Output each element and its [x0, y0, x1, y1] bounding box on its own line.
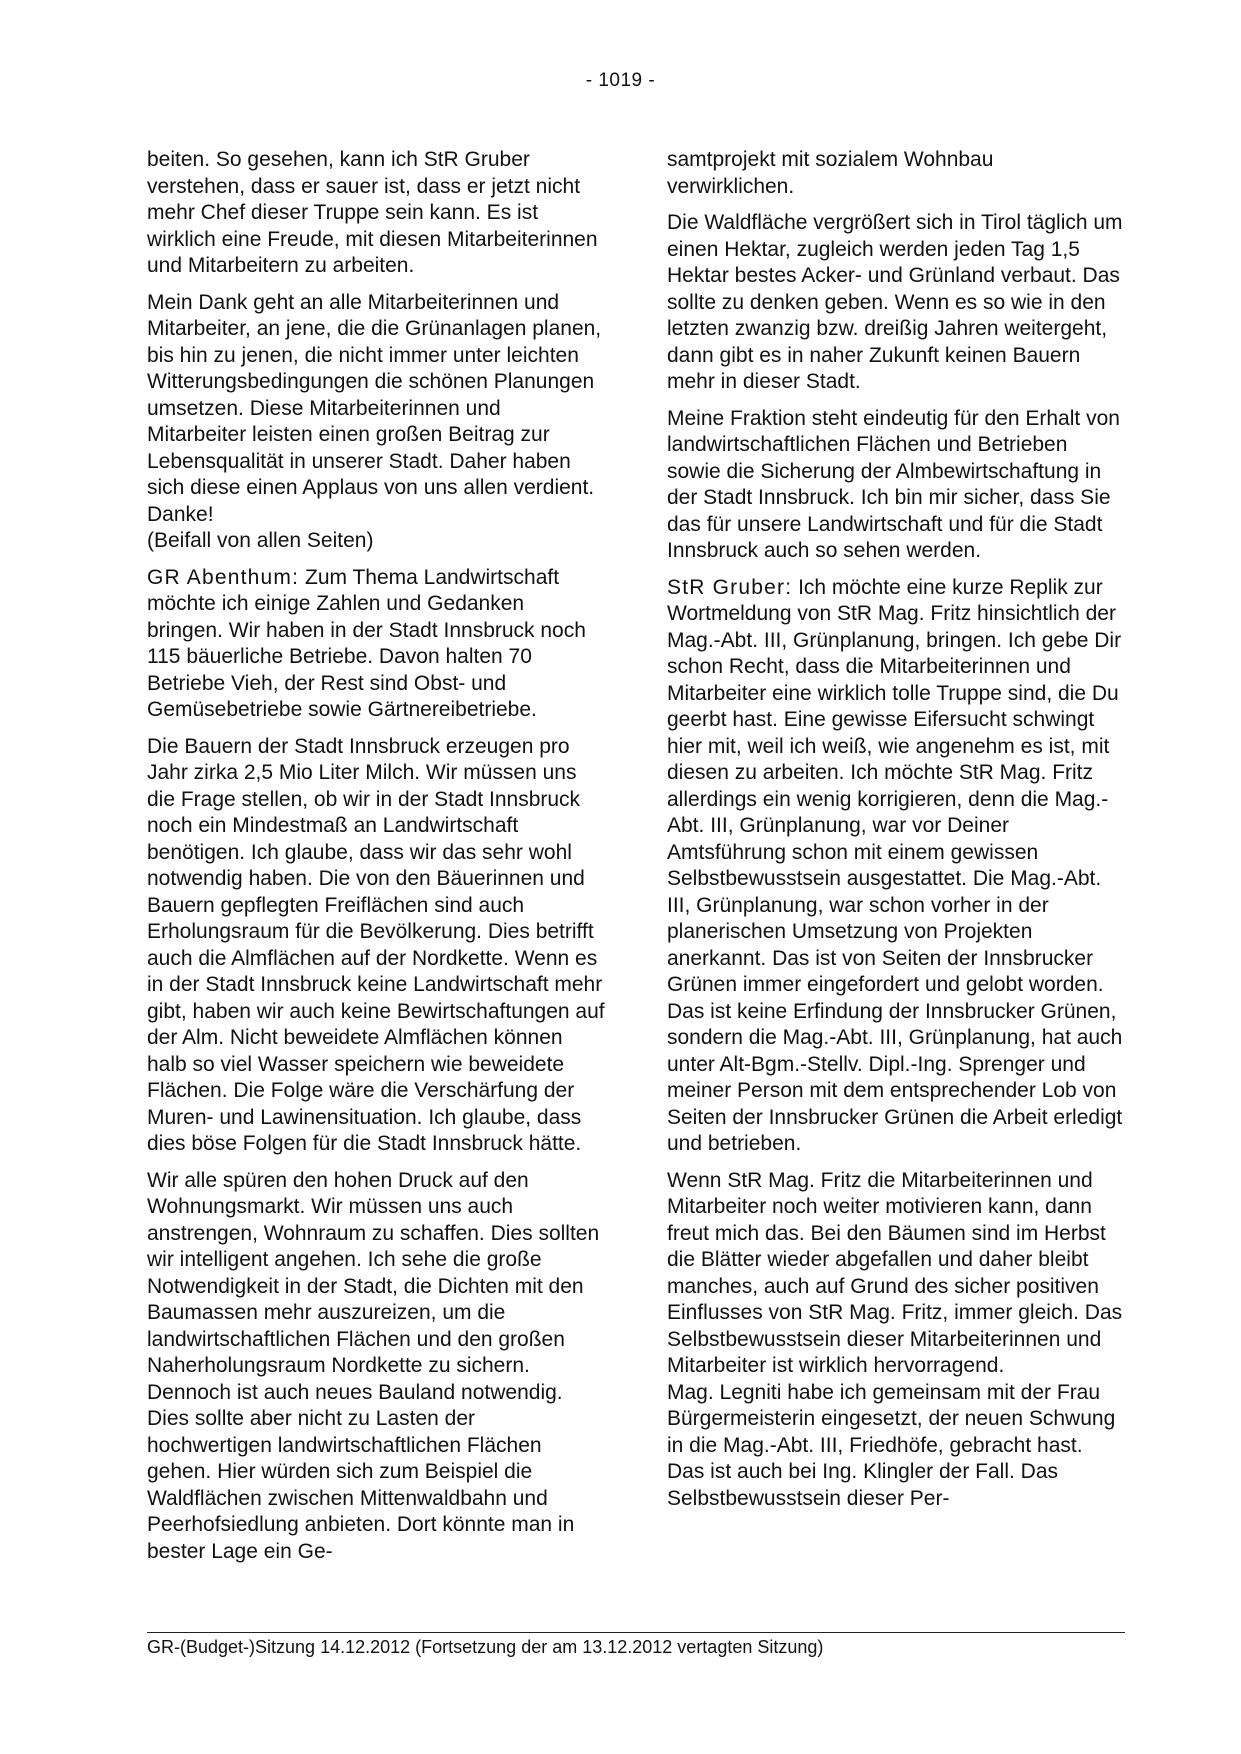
speaker-name: GR Abenthum:	[147, 565, 300, 589]
footer-session-info: GR-(Budget-)Sitzung 14.12.2012 (Fortsetzung der am 13.12.2012 vertagten Sitzung)	[147, 1637, 824, 1657]
paragraph: samtprojekt mit sozialem Wohnbau verwirklichen.	[667, 148, 994, 198]
paragraph-text: Wenn StR Mag. Fritz die Mitarbeiterinnen und Mitarbeiter noch weiter motivieren kann, dann freut mich das. Bei den Bäumen sind im Herbst die Blätter wieder abgefallen und daher bleibt manches, auch auf Grund des sicher positiven Einflusses von StR Mag. Fritz, immer gleich. Das Selbstbewusstsein dieser Mitarbeiterinnen und Mitarbeiter ist wirklich hervorragend.	[667, 1168, 1123, 1377]
speaker-name: StR Gruber:	[667, 575, 793, 599]
right-column	[667, 147, 1125, 1522]
paragraph-text: Mag. Legniti habe ich gemeinsam mit der Frau Bürgermeisterin eingesetzt, der neuen Schwung in die Mag.-Abt. III, Friedhöfe, gebracht hast. Das ist auch bei Ing. Klingler der Fall. Das Selbstbewusstsein dieser Per-	[667, 1380, 1116, 1510]
paragraph: beiten. So gesehen, kann ich StR Gruber verstehen, dass er sauer ist, dass er jetzt nicht mehr Chef dieser Truppe sein kann. Es ist wirklich eine Freude, mit diesen Mitarbeiterinnen und Mitarbeitern zu arbeiten.	[147, 148, 598, 277]
left-column	[147, 147, 605, 1575]
paragraph	[147, 290, 605, 555]
paragraph-text: Mein Dank geht an alle Mitarbeiterinnen und Mitarbeiter, an jene, die die Grünanlagen planen, bis hin zu jenen, die nicht immer unter leichten Witterungsbedingungen die schönen Planungen umsetzen. Diese Mitarbeiterinnen und Mitarbeiter leisten einen großen Beitrag zur Lebensqualität in unserer Stadt. Daher haben sich diese einen Applaus von uns allen verdient. Danke!	[147, 290, 602, 526]
footer-divider	[147, 1632, 1125, 1633]
paragraph-text: Ich möchte eine kurze Replik zur Wortmeldung von StR Mag. Fritz hinsichtlich der Mag.-Abt. III, Grünplanung, bringen. Ich gebe Dir schon Recht, dass die Mitarbeiterinnen und Mitarbeiter eine wirklich tolle Truppe sind, die Du geerbt hast. Eine gewisse Eifersucht schwingt hier mit, weil ich weiß, wie angenehm es ist, mit diesen zu arbeiten. Ich möchte StR Mag. Fritz allerdings ein wenig korrigieren, denn die Mag.-Abt. III, Grünplanung, war vor Deiner Amtsführung schon mit einem gewissen Selbstbewusstsein ausgestattet. Die Mag.-Abt. III, Grünplanung, war schon vorher in der planerischen Umsetzung von Projekten anerkannt. Das ist von Seiten der Innsbrucker Grünen immer eingefordert und gelobt worden. Das ist keine Erfindung der Innsbrucker Grünen, sondern die Mag.-Abt. III, Grünplanung, hat auch unter Alt-Bgm.-Stellv. Dipl.-Ing. Sprenger und meiner Person mit dem entsprechender Lob von Seiten der Innsbrucker Grünen die Arbeit erledigt und betrieben.	[667, 575, 1123, 1155]
paragraph	[667, 1168, 1125, 1513]
paragraph-text: Zum Thema Landwirtschaft möchte ich einige Zahlen und Gedanken bringen. Wir haben in der Stadt Innsbruck noch 115 bäuerliche Betriebe. Davon halten 70 Betriebe Vieh, der Rest sind Obst- und Gemüsebetriebe sowie Gärtnereibetriebe.	[147, 565, 586, 721]
paragraph: Die Waldfläche vergrößert sich in Tirol täglich um einen Hektar, zugleich werden jeden Tag 1,5 Hektar bestes Acker- und Grünland verbaut. Das sollte zu denken geben. Wenn es so wie in den letzten zwanzig bzw. dreißig Jahren weitergeht, dann gibt es in naher Zukunft keinen Bauern mehr in dieser Stadt.	[667, 211, 1123, 393]
applause-note: (Beifall von allen Seiten)	[147, 529, 374, 552]
paragraph: Wir alle spüren den hohen Druck auf den Wohnungsmarkt. Wir müssen uns auch anstrengen, Wohnraum zu schaffen. Dies sollten wir intelligent angehen. Ich sehe die große Notwendigkeit in der Stadt, die Dichten mit den Baumassen mehr auszureizen, um die landwirtschaftlichen Flächen und den großen Naherholungsraum Nordkette zu sichern. Dennoch ist auch neues Bauland notwendig. Dies sollte aber nicht zu Lasten der hochwertigen landwirtschaftlichen Flächen gehen. Hier würden sich zum Beispiel die Waldflächen zwischen Mittenwaldbahn und Peerhofsiedlung anbieten. Dort könnte man in bester Lage ein Ge-	[147, 1168, 600, 1563]
paragraph	[147, 565, 605, 724]
paragraph: Meine Fraktion steht eindeutig für den Erhalt von landwirtschaftlichen Flächen und Betrieben sowie die Sicherung der Almbewirtschaftung in der Stadt Innsbruck. Ich bin mir sicher, dass Sie das für unsere Landwirtschaft und für die Stadt Innsbruck auch so sehen werden.	[667, 406, 1120, 562]
paragraph: Die Bauern der Stadt Innsbruck erzeugen pro Jahr zirka 2,5 Mio Liter Milch. Wir müssen uns die Frage stellen, ob wir in der Stadt Innsbruck noch ein Mindestmaß an Landwirtschaft benötigen. Ich glaube, dass wir das sehr wohl notwendig haben. Die von den Bäuerinnen und Bauern gepflegten Freiflächen sind auch Erholungsraum für die Bevölkerung. Dies betrifft auch die Almflächen auf der Nordkette. Wenn es in der Stadt Innsbruck keine Landwirtschaft mehr gibt, haben wir auch keine Bewirtschaftungen auf der Alm. Nicht beweidete Almflächen können halb so viel Wasser speichern wie beweidete Flächen. Die Folge wäre die Verschärfung der Muren- und Lawinensituation. Ich glaube, dass dies böse Folgen für die Stadt Innsbruck hätte.	[147, 734, 605, 1155]
paragraph	[667, 575, 1125, 1158]
page-number: - 1019 -	[585, 70, 656, 91]
